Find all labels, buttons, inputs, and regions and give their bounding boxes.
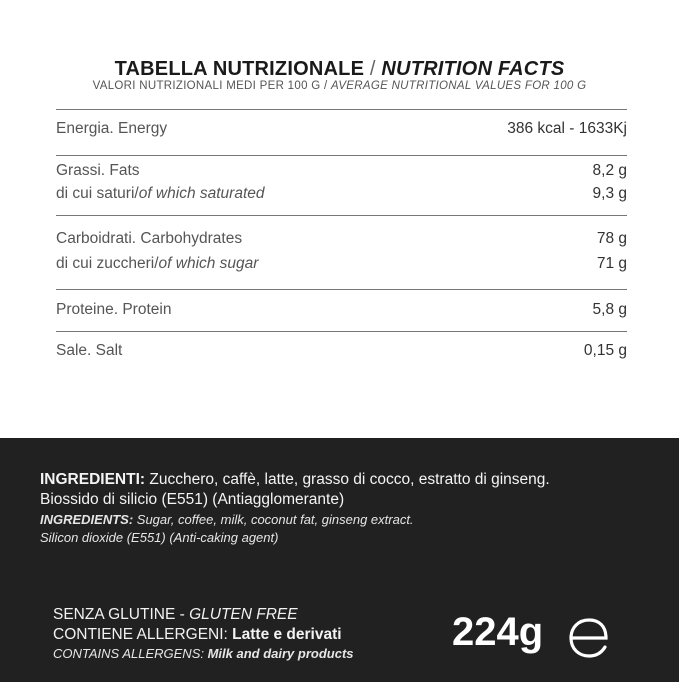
salt-label: Sale. Salt — [56, 342, 123, 359]
energy-value: 386 kcal - 1633Kj — [507, 120, 627, 137]
saturated-value: 9,3 g — [592, 185, 627, 202]
protein-value: 5,8 g — [592, 301, 627, 318]
table-top-rule — [56, 109, 627, 110]
ingredients-english-heading: INGREDIENTS: — [40, 512, 134, 527]
sugar-value: 71 g — [596, 255, 627, 272]
net-weight: 224g — [452, 610, 544, 654]
nutrition-row-sugar — [56, 255, 627, 277]
allergens-italian: CONTIENE ALLERGENI: Latte e derivati — [53, 626, 342, 643]
nutrition-row-salt — [56, 342, 627, 364]
ingredients-italian — [40, 470, 650, 510]
table-divider — [56, 331, 627, 332]
nutrition-row-saturated — [56, 185, 627, 207]
ingredients-italian-heading: INGREDIENTI: — [40, 471, 146, 488]
table-divider — [56, 289, 627, 290]
title-english: NUTRITION FACTS — [381, 58, 565, 80]
nutrition-title — [0, 58, 679, 81]
sugar-label: di cui zuccheri/of which sugar — [56, 255, 259, 272]
ingredients-english-line1: Sugar, coffee, milk, coconut fat, ginseng extract. — [133, 512, 414, 527]
nutrition-row-energy — [56, 120, 627, 142]
carbs-value: 78 g — [596, 230, 627, 247]
protein-label: Proteine. Protein — [56, 301, 172, 318]
ingredients-italian-line2: Biossido di silicio (E551) (Antiagglomerante) — [40, 491, 345, 508]
table-divider — [56, 155, 627, 156]
estimated-e-mark-icon — [566, 614, 612, 660]
fats-label: Grassi. Fats — [56, 162, 140, 179]
nutrition-row-carbs — [56, 230, 627, 252]
nutrition-row-fats — [56, 162, 627, 184]
title-italian: TABELLA NUTRIZIONALE — [114, 58, 365, 80]
ingredients-english-line2: Silicon dioxide (E551) (Anti-caking agent) — [40, 530, 279, 545]
allergens-english: CONTAINS ALLERGENS: Milk and dairy products — [53, 646, 354, 661]
ingredients-english — [40, 511, 650, 547]
table-divider — [56, 215, 627, 216]
subtitle-english: AVERAGE NUTRITIONAL VALUES FOR 100 G — [331, 80, 587, 92]
ingredients-italian-line1: Zucchero, caffè, latte, grasso di cocco, estratto di ginseng. — [145, 471, 550, 488]
subtitle-italian: VALORI NUTRIZIONALI MEDI PER 100 G / — [92, 80, 328, 92]
fats-value: 8,2 g — [592, 162, 627, 179]
gluten-free-note: SENZA GLUTINE - GLUTEN FREE — [53, 606, 298, 623]
nutrition-row-protein — [56, 301, 627, 323]
nutrition-subtitle — [0, 80, 679, 92]
ingredients-panel — [0, 438, 679, 682]
carbs-label: Carboidrati. Carbohydrates — [56, 230, 243, 247]
title-separator: / — [369, 58, 376, 80]
energy-label: Energia. Energy — [56, 120, 168, 137]
saturated-label: di cui saturi/of which saturated — [56, 185, 265, 202]
salt-value: 0,15 g — [583, 342, 627, 359]
